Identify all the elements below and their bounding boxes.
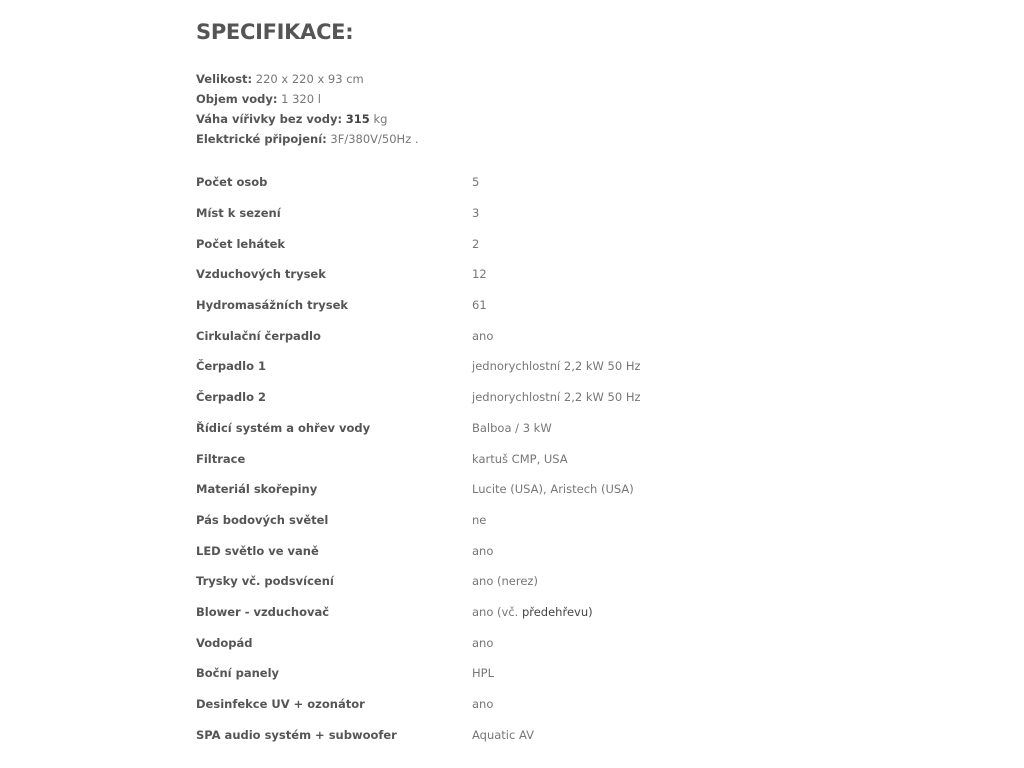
spec-value: HPL bbox=[472, 666, 494, 681]
summary-electric-connection bbox=[196, 129, 796, 149]
spec-value: ano (nerez) bbox=[472, 574, 538, 589]
table-row bbox=[196, 413, 792, 444]
spec-label: LED světlo ve vaně bbox=[196, 543, 319, 558]
table-row bbox=[196, 627, 792, 658]
spec-label: Počet lehátek bbox=[196, 236, 286, 251]
spec-value: 61 bbox=[472, 298, 487, 313]
spec-label: Míst k sezení bbox=[196, 206, 281, 221]
table-row bbox=[196, 167, 792, 198]
spec-value: 2 bbox=[472, 236, 480, 251]
spec-label: Hydromasážních trysek bbox=[196, 298, 349, 313]
spec-label: Čerpadlo 2 bbox=[196, 390, 266, 405]
summary-label: Velikost: bbox=[196, 72, 253, 86]
spec-label: Trysky vč. podsvícení bbox=[196, 574, 334, 589]
summary-value-unit: kg bbox=[373, 112, 388, 126]
table-row bbox=[196, 228, 792, 259]
spec-value: Balboa / 3 kW bbox=[472, 420, 552, 435]
summary-label: Elektrické připojení: bbox=[196, 132, 327, 146]
spec-value: 12 bbox=[472, 267, 487, 282]
spec-value: ano bbox=[472, 543, 494, 558]
summary-value: 220 x 220 x 93 cm bbox=[255, 72, 364, 86]
spec-value: kartuš CMP, USA bbox=[472, 451, 568, 466]
spec-label: Vzduchových trysek bbox=[196, 267, 326, 282]
spec-value: ne bbox=[472, 512, 487, 527]
table-row bbox=[196, 443, 792, 474]
spec-label: Boční panely bbox=[196, 666, 280, 681]
table-row bbox=[196, 535, 792, 566]
spec-label: Filtrace bbox=[196, 451, 246, 466]
table-row bbox=[196, 566, 792, 597]
summary-label: Váha vířivky bez vody: bbox=[196, 112, 343, 126]
spec-value-text: ano (vč. bbox=[472, 604, 522, 619]
spec-label: Desinfekce UV + ozonátor bbox=[196, 697, 365, 712]
table-row bbox=[196, 290, 792, 321]
summary-value bbox=[346, 112, 388, 126]
table-row bbox=[196, 474, 792, 505]
summary-value: 3F/380V/50Hz . bbox=[330, 132, 419, 146]
spec-label: Vodopád bbox=[196, 635, 253, 650]
table-row bbox=[196, 259, 792, 290]
table-row bbox=[196, 382, 792, 413]
spec-label: SPA audio systém + subwoofer bbox=[196, 727, 397, 742]
spec-value: ano bbox=[472, 697, 494, 712]
spec-value: 3 bbox=[472, 206, 480, 221]
summary-block bbox=[196, 69, 796, 149]
summary-label: Objem vody: bbox=[196, 92, 278, 106]
table-row bbox=[196, 320, 792, 351]
spec-table bbox=[196, 167, 792, 750]
spec-value: Aquatic AV bbox=[472, 727, 534, 742]
summary-value: 1 320 l bbox=[281, 92, 321, 106]
summary-value-bold: 315 bbox=[345, 112, 370, 126]
spec-value: ano bbox=[472, 328, 494, 343]
spec-value: ano bbox=[472, 635, 494, 650]
summary-size bbox=[196, 69, 796, 89]
summary-water-volume bbox=[196, 89, 796, 109]
table-row bbox=[196, 658, 792, 689]
spec-label: Počet osob bbox=[196, 175, 268, 190]
spec-label: Cirkulační čerpadlo bbox=[196, 328, 321, 343]
spec-label: Blower - vzduchovač bbox=[196, 604, 330, 619]
spec-value bbox=[472, 597, 792, 628]
spec-value: Lucite (USA), Aristech (USA) bbox=[472, 482, 634, 497]
spec-value: 5 bbox=[472, 175, 480, 190]
spec-label: Materiál skořepiny bbox=[196, 482, 318, 497]
table-row bbox=[196, 351, 792, 382]
spec-label: Čerpadlo 1 bbox=[196, 359, 266, 374]
table-row bbox=[196, 505, 792, 536]
section-title: SPECIFIKACE: bbox=[196, 20, 354, 44]
spec-label: Řídicí systém a ohřev vody bbox=[196, 420, 371, 435]
summary-weight bbox=[196, 109, 796, 129]
spec-value: jednorychlostní 2,2 kW 50 Hz bbox=[472, 390, 641, 405]
table-row bbox=[196, 719, 792, 750]
table-row bbox=[196, 597, 792, 628]
spec-value-text-dark: předehřevu) bbox=[521, 604, 593, 619]
table-row bbox=[196, 198, 792, 229]
spec-value: jednorychlostní 2,2 kW 50 Hz bbox=[472, 359, 641, 374]
table-row bbox=[196, 689, 792, 720]
spec-label: Pás bodových světel bbox=[196, 512, 329, 527]
